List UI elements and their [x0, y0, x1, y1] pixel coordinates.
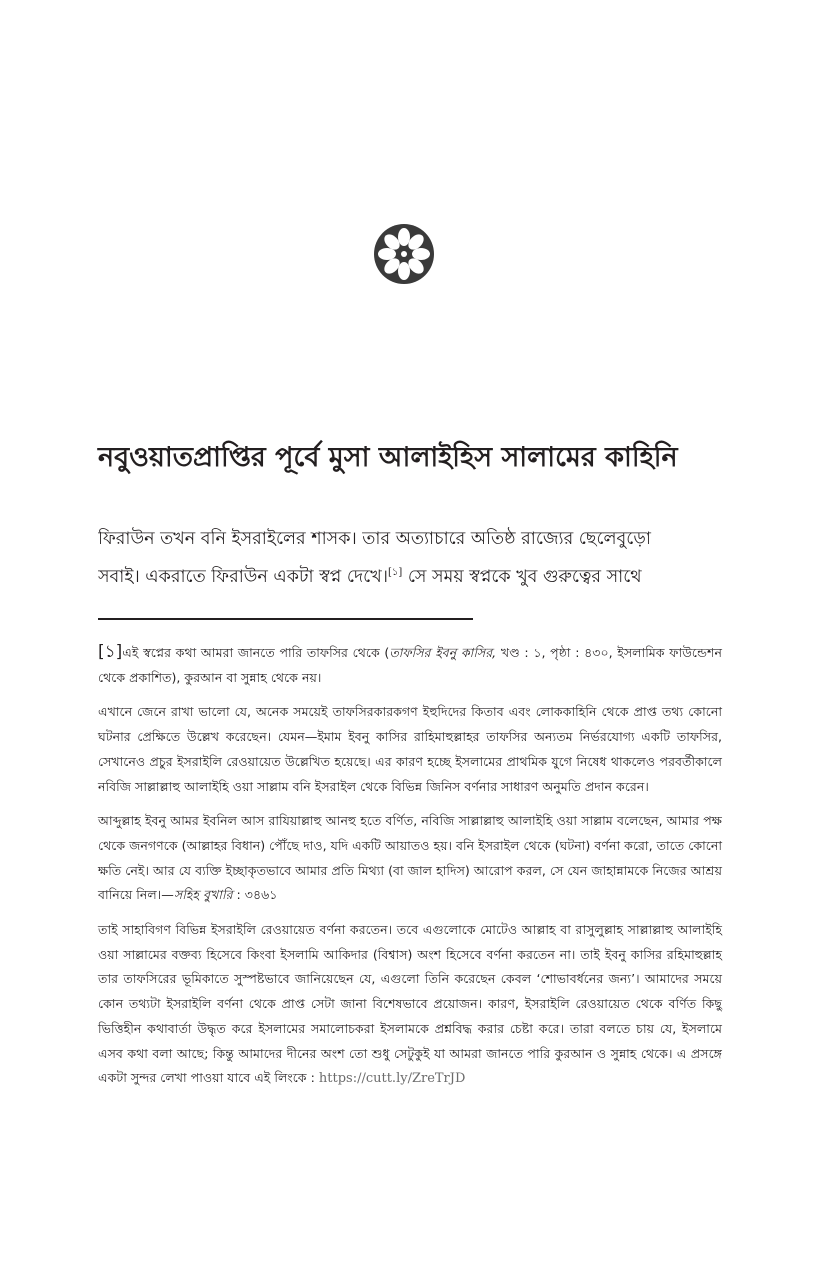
footnote-1-text-a: এই স্বপ্নের কথা আমরা জানতে পারি তাফসির থেকে ( — [122, 645, 390, 660]
footnotes — [98, 640, 722, 1102]
flower-ornament-icon — [372, 222, 436, 286]
footnote-paragraph-4-text: তাই সাহাবিগণ বিভিন্ন ইসরাইলি রেওয়ায়েত বর্ণনা করতেন। তবে এগুলোকে মোটেও আল্লাহ বা রাসুলুল্লাহ সাল্লাল্লাহু আলাইহি ওয়া সাল্লামের বক্তব্য হিসেবে কিংবা ইসলামি আকিদার (বিশ্বাস) অংশ হিসেবে বর্ণনা করতেন না। তাই ইবনু কাসির রহিমাহুল্লাহ তার তাফসিরের ভূমিকাতে সুস্পষ্টভাবে জানিয়েছেন যে, এগুলো তিনি করেছেন কেবল ‘শোভাবর্ধনের জন্য’। আমাদের সময়ে কোন তথ্যটা ইসরাইলি বর্ণনা থেকে প্রাপ্ত সেটা জানা বিশেষভাবে প্রয়োজন। কারণ, ইসরাইলি রেওয়ায়েত থেকে বর্ণিত কিছু ভিত্তিহীন কথাবার্তা উদ্ধৃত করে ইসলামের সমালোচকরা ইসলামকে প্রশ্নবিদ্ধ করার চেষ্টা করে। তারা বলতে চায় যে, ইসলামে এসব কথা বলা আছে; কিন্তু আমাদের দীনের অংশ তো শুধু সেটুকুই যা আমরা জানতে পারি কুরআন ও সুন্নাহ থেকে। এ প্রসঙ্গে একটা সুন্দর লেখা পাওয়া যাবে এই লিংকে : — [98, 922, 722, 1086]
footnote-paragraph-4 — [98, 918, 722, 1092]
footnote-1 — [98, 640, 722, 690]
footnote-reference[interactable]: [১] — [387, 567, 403, 579]
footnote-hadith-source: সহিহ বুখারি — [173, 887, 233, 903]
body-paragraph — [98, 520, 722, 596]
footnote-divider — [98, 618, 473, 620]
body-line-2 — [98, 558, 722, 596]
chapter-title: নবুওয়াতপ্রাপ্তির পূর্বে মুসা আলাইহিস সালামের কাহিনি — [98, 442, 678, 473]
body-line-1: ফিরাউন তখন বনি ইসরাইলের শাসক। তার অত্যাচারে অতিষ্ঠ রাজ্যের ছেলেবুড়ো — [98, 529, 651, 549]
footnote-link[interactable]: https://cutt.ly/ZreTrJD — [318, 1071, 466, 1087]
body-line-2-start: সবাই। একরাতে ফিরাউন একটা স্বপ্ন দেখে। — [98, 567, 388, 587]
footnote-hadith-ref: : ৩৪৬১ — [232, 887, 278, 903]
footnote-paragraph-2: এখানে জেনে রাখা ভালো যে, অনেক সময়েই তাফসিরকারকগণ ইহুদিদের কিতাব এবং লোককাহিনি থেকে প্রাপ্ত তথ্য কোনো ঘটনার প্রেক্ষিতে উল্লেখ করেছেন। যেমন—ইমাম ইবনু কাসির রাহিমাহুল্লাহর তাফসির অন্যতম নির্ভরযোগ্য একটি তাফসির, সেখানেও প্রচুর ইসরাইলি রেওয়ায়েত উল্লেখিত হয়েছে। এর কারণ হচ্ছে ইসলামের প্রাথমিক যুগে নিষেধ থাকলেও পরবর্তীকালে নবিজি সাল্লাল্লাহু আলাইহি ওয়া সাল্লাম বনি ইসরাইল থেকে বিভিন্ন জিনিস বর্ণনার সাধারণ অনুমতি প্রদান করেন। — [98, 704, 722, 794]
footnote-marker: [১] — [98, 642, 123, 662]
footnote-hadith-text: আব্দুল্লাহ ইবনু আমর ইবনিল আস রাযিয়াল্লাহু আনহু হতে বর্ণিত, নবিজি সাল্লাল্লাহু আলাইহি ওয়া সাল্লাম বলেছেন, আমার পক্ষ থেকে জনগণকে (আল্লাহর বিধান) পৌঁছে দাও, যদি একটি আয়াতও হয়। বনি ইসরাইল থেকে (ঘটনা) বর্ণনা করো, তাতে কোনো ক্ষতি নেই। আর যে ব্যক্তি ইচ্ছাকৃতভাবে আমার প্রতি মিথ্যা (বা জাল হাদিস) আরোপ করল, সে যেন জাহান্নামকে নিজের আশ্রয় বানিয়ে নিল।— — [98, 813, 723, 903]
footnote-paragraph-3 — [98, 809, 722, 908]
body-line-2-end: সে সময় স্বপ্নকে খুব গুরুত্বের সাথে — [402, 567, 642, 587]
footnote-1-citation: তাফসির ইবনু কাসির, — [389, 645, 497, 660]
footnote-1-text-b: খণ্ড : ১, পৃষ্ঠা : ৪৩০, ইসলামিক ফাউন্ডেশন থেকে প্রকাশিত), কুরআন বা সুন্নাহ থেকে নয়। — [98, 645, 723, 685]
